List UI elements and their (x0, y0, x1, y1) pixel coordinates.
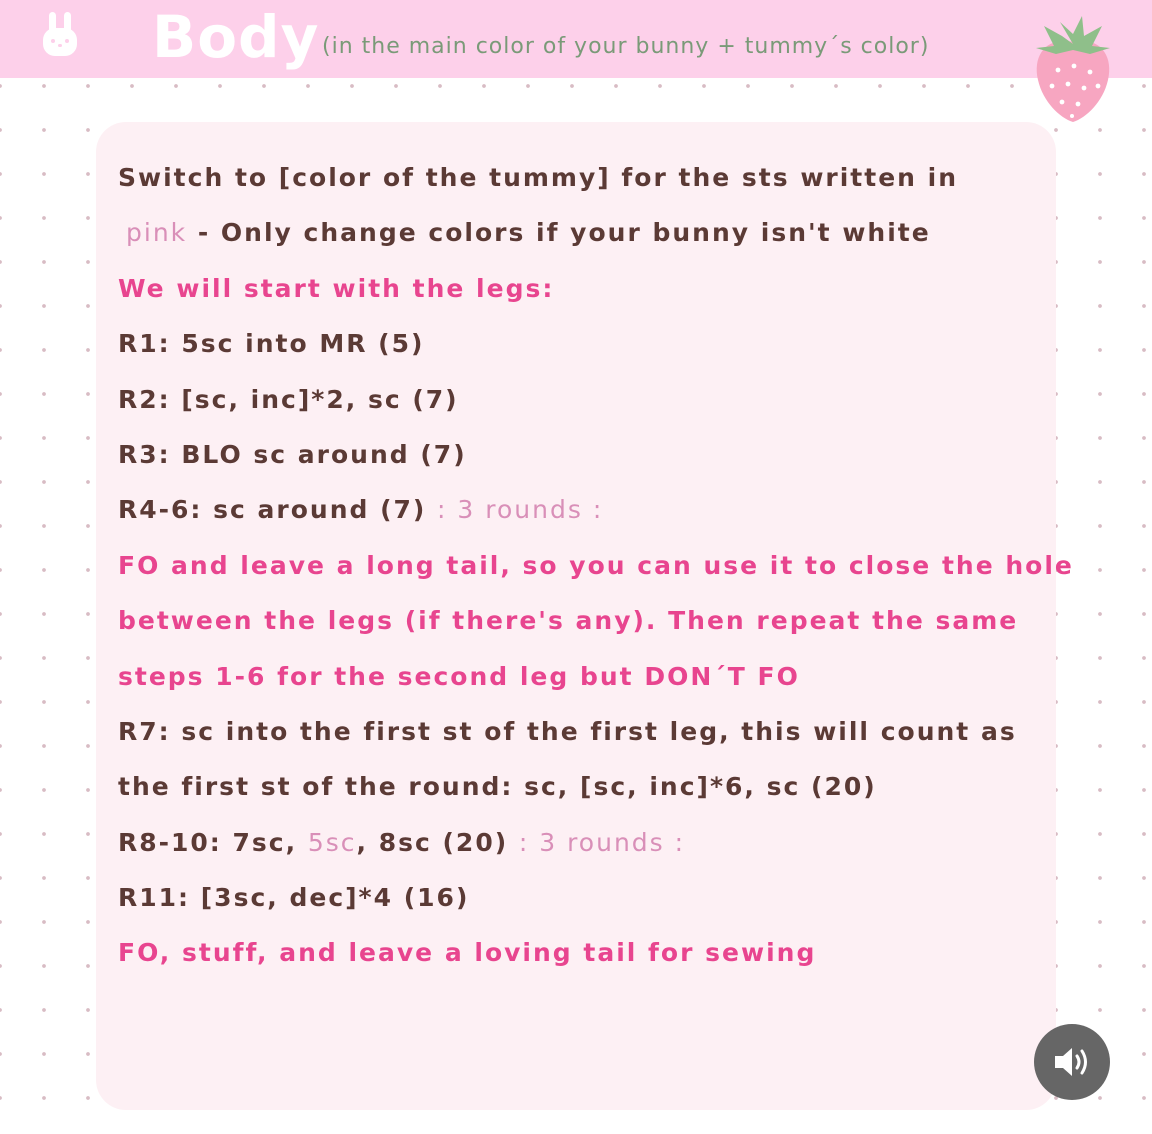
page-subtitle: (in the main color of your bunny + tummy´s color) (322, 34, 930, 59)
sound-button[interactable] (1034, 1024, 1110, 1100)
round-r3: R3: BLO sc around (7) (118, 439, 467, 469)
pink-stitches: 5sc (307, 827, 357, 857)
instruction-line: FO, stuff, and leave a loving tail for sewing (118, 938, 817, 968)
round-r7-cont: the first st of the round: sc, [sc, inc]*6, sc (20) (118, 772, 877, 802)
bunny-icon (40, 10, 80, 60)
round-r8-10 (118, 815, 1048, 870)
instruction-text: - Only change colors if your bunny isn't white (187, 218, 931, 248)
pattern-text (118, 150, 1074, 981)
instruction-line (118, 205, 1048, 260)
rounds-note: : 3 rounds : (518, 827, 686, 857)
round-r7: R7: sc into the first st of the first leg, this will count as (118, 716, 1017, 746)
round-r2: R2: [sc, inc]*2, sc (7) (118, 384, 459, 414)
round-r1: R1: 5sc into MR (5) (118, 329, 425, 359)
page-title: Body (152, 3, 320, 71)
round-text: R8-10: 7sc, (118, 827, 308, 857)
round-text: , 8sc (20) (356, 827, 519, 857)
instruction-line: FO and leave a long tail, so you can use it to close the hole (118, 550, 1074, 580)
instruction-line: between the legs (if there's any). Then repeat the same (118, 606, 1019, 636)
pink-word: pink (126, 218, 188, 248)
speaker-icon (1052, 1044, 1092, 1080)
instruction-line: steps 1-6 for the second leg but DON´T FO (118, 661, 800, 691)
section-heading: We will start with the legs: (118, 273, 555, 303)
instruction-line: Switch to [color of the tummy] for the sts written in (118, 163, 959, 192)
rounds-note: : 3 rounds : (437, 495, 604, 525)
round-r11: R11: [3sc, dec]*4 (16) (118, 883, 470, 913)
strawberry-icon (1030, 14, 1116, 126)
round-r4-6 (118, 482, 1048, 537)
round-text: R4-6: sc around (7) (118, 495, 438, 525)
